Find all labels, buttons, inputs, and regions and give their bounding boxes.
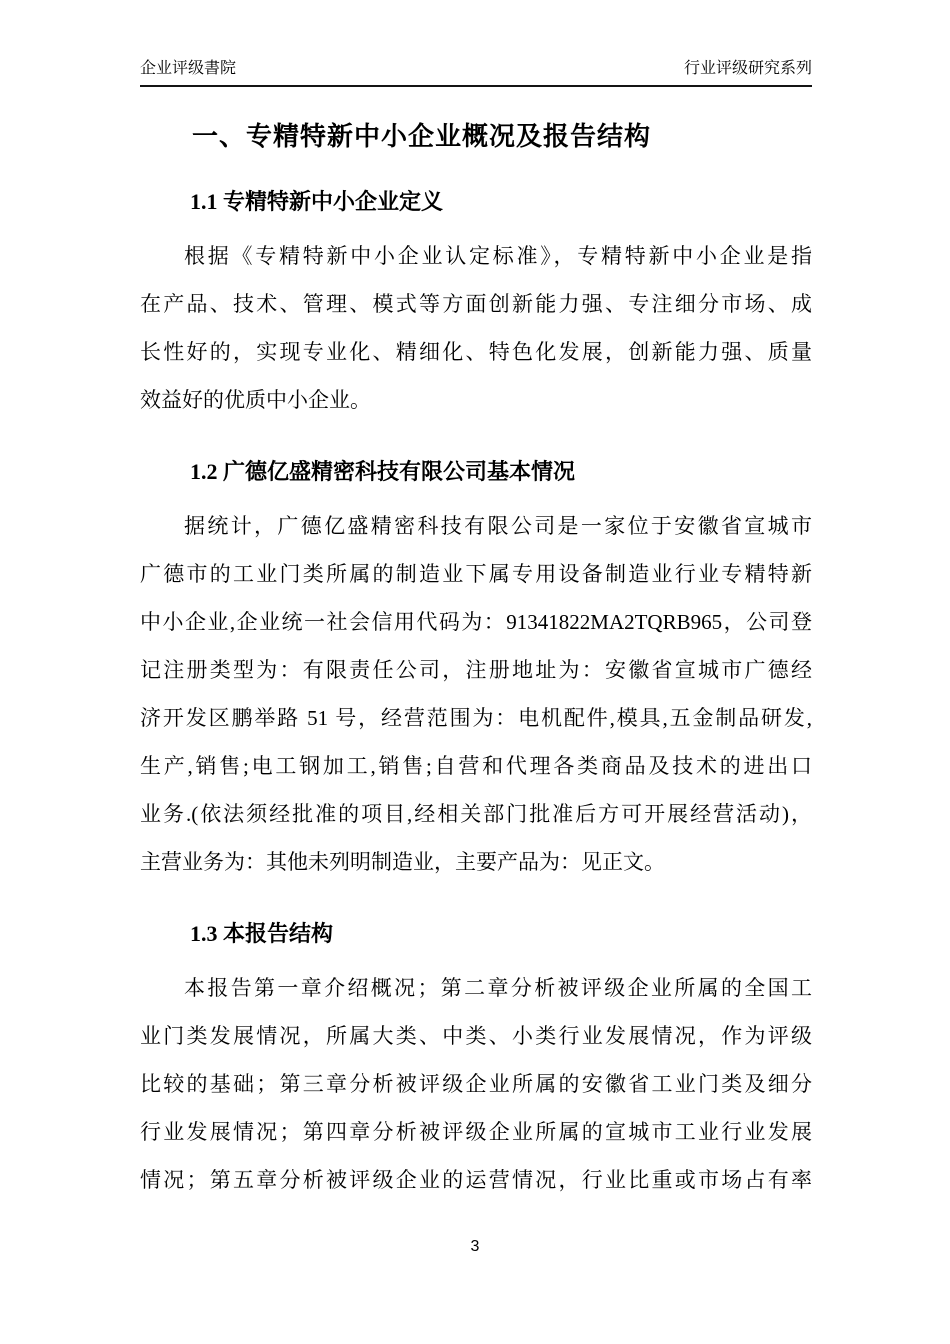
text-line: 济开发区鹏举路 51 号，经营范围为：电机配件,模具,五金制品研发, (140, 706, 812, 730)
text-line: 主营业务为：其他未列明制造业，主要产品为：见正文。 (140, 850, 665, 874)
paragraph-1-3 (140, 964, 812, 1204)
text-line: 比较的基础；第三章分析被评级企业所属的安徽省工业门类及细分 (140, 1072, 812, 1096)
paragraph-1-2 (140, 502, 812, 886)
page-number: 3 (470, 1238, 480, 1255)
text-line: 业门类发展情况，所属大类、中类、小类行业发展情况，作为评级 (140, 1024, 812, 1048)
section-heading-1-3: 1.3 本报告结构 (190, 921, 334, 946)
text-line: 业务.(依法须经批准的项目,经相关部门批准后方可开展经营活动)， (140, 802, 812, 826)
header-left-text: 企业评级書院 (140, 60, 237, 77)
chapter-title: 一、专精特新中小企业概况及报告结构 (192, 122, 652, 151)
header-right-text: 行业评级研究系列 (683, 60, 812, 77)
paragraph-1-1 (140, 232, 812, 424)
text-line: 长性好的，实现专业化、精细化、特色化发展，创新能力强、质量 (140, 340, 812, 364)
text-line: 记注册类型为：有限责任公司，注册地址为：安徽省宣城市广德经 (140, 658, 812, 682)
text-line: 据统计，广德亿盛精密科技有限公司是一家位于安徽省宣城市 (184, 514, 812, 538)
text-line: 在产品、技术、管理、模式等方面创新能力强、专注细分市场、成 (140, 292, 812, 316)
text-line: 中小企业,企业统一社会信用代码为：91341822MA2TQRB965，公司登 (140, 610, 812, 634)
section-heading-1-2: 1.2 广德亿盛精密科技有限公司基本情况 (190, 459, 576, 484)
text-line: 生产,销售;电工钢加工,销售;自营和代理各类商品及技术的进出口 (140, 754, 812, 778)
text-line: 广德市的工业门类所属的制造业下属专用设备制造业行业专精特新 (140, 562, 812, 586)
text-line: 效益好的优质中小企业。 (140, 388, 371, 412)
text-line: 行业发展情况；第四章分析被评级企业所属的宣城市工业行业发展 (140, 1120, 812, 1144)
text-line: 根据《专精特新中小企业认定标准》，专精特新中小企业是指 (184, 244, 812, 268)
section-heading-1-1: 1.1 专精特新中小企业定义 (190, 189, 444, 214)
page-header (140, 58, 812, 87)
text-line: 情况；第五章分析被评级企业的运营情况，行业比重或市场占有率 (140, 1168, 812, 1192)
text-line: 本报告第一章介绍概况；第二章分析被评级企业所属的全国工 (184, 976, 812, 1000)
